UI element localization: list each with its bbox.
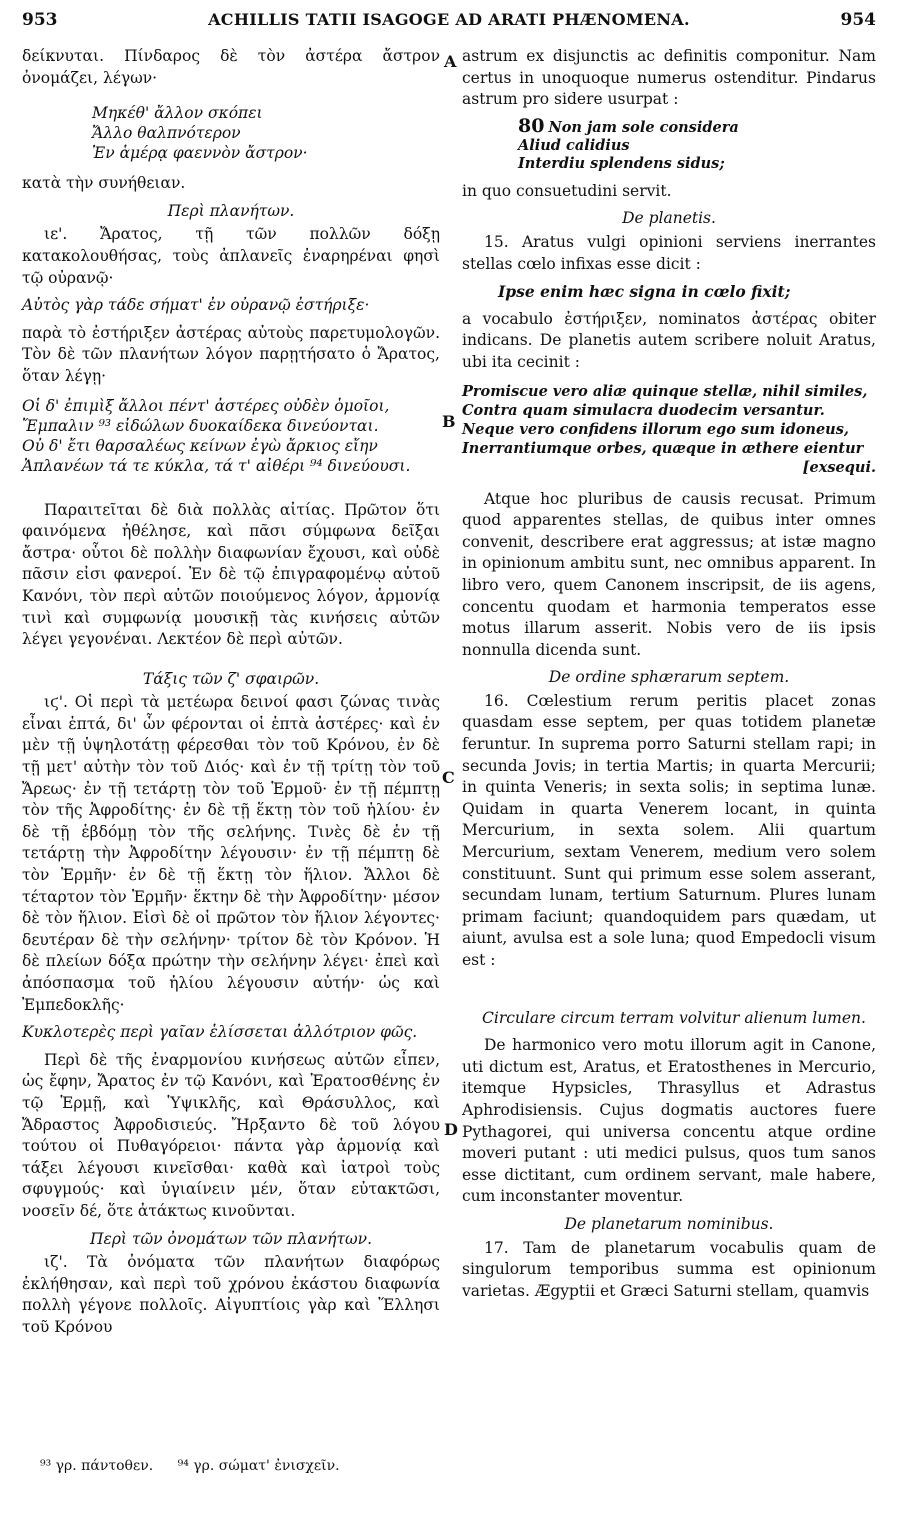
verse-line: Ἀπλανέων τά τε κύκλα, τά τ' αἰθέρι ⁹⁴ δινεύουσι.: [22, 456, 411, 475]
quoted-line: Κυκλοτερὲς περὶ γαῖαν ἑλίσσεται ἀλλότριον φῶς.: [22, 1023, 418, 1042]
latin-paragraph: De harmonico vero motu illorum agit in Canone, uti dictum est, Aratus, et Eratosthenes in Mercurio, itemque Hypsicles, Thrasyllus et Adrastus Aphrodisiensis. Cujus dogmatis auctores fuere Pythagorei, qui universa concentu atque ordine moveri putant : uti medici pulsus, quos tum sanos esse dictitant, cum ordinem servant, male habere, cum inconstanter moventur.: [462, 1036, 876, 1206]
section-heading: De planetarum nominibus.: [564, 1214, 774, 1233]
greek-column: [22, 46, 440, 1339]
footnote: ⁹⁴ γρ. σώματ' ἐνισχεῖν.: [177, 1458, 340, 1474]
greek-verse: [22, 396, 440, 476]
latin-verse: [462, 114, 876, 173]
verse-line: Inerrantiumque orbes, quæque in æthere eientur: [462, 439, 864, 457]
latin-paragraph: 16. Cœlestium rerum peritis placet zonas quasdam esse septem, per quas totidem planetæ feruntur. In suprema porro Saturni stellam rapi; in secunda Jovis; in tertia Martis; in quarta Mercurii; in quinta Veneris; in sexta solis; in septima lunæ. Quidam in quarta Venerem locant, in quinta Mercurium, in sexta solem. Alii quartum Mercurium, sextam Venerem, medium vero solem constituunt. Sunt qui primum esse solem asserant, secundam lunam, tertium Saturnum. Plures lunam primam faciunt; quandoquidem pars quædam, ut aiunt, avulsa est a sole luna; quod Empedocli visum est :: [462, 691, 876, 969]
section-heading: Περὶ πλανήτων.: [167, 201, 295, 220]
verse-line: [exsequi.: [802, 458, 876, 476]
section-heading: De ordine sphærarum septem.: [548, 668, 790, 687]
margin-mark-b: B: [442, 412, 456, 431]
greek-paragraph: δείκνυται. Πίνδαρος δὲ τὸν ἀστέρα ἄστρον ὀνομάζει, λέγων·: [22, 47, 440, 87]
latin-paragraph: 15. Aratus vulgi opinioni serviens inerrantes stellas cœlo infixas esse dicit :: [462, 232, 876, 273]
verse-line: Ἔμπαλιν ⁹³ εἰδώλων δυοκαίδεκα δινεύονται.: [22, 416, 379, 435]
latin-paragraph: 17. Tam de planetarum vocabulis quam de singulorum temporibus summa est opinionum varietas. Ægyptii et Græci Saturni stellam, quamvis: [462, 1238, 876, 1300]
latin-paragraph: in quo consuetudini servit.: [462, 181, 672, 200]
latin-paragraph: Atque hoc pluribus de causis recusat. Primum quod apparentes stellas, de quibus inter omnes convenit, describere erat aggressus; at istæ magno in opinionum ambitu sunt, nec omnibus apparent. In libro vero, quem Canonem inscripsit, de iis agens, concentu quodam et harmonia temperatos esse motus illarum asserit. Nobis vero de iis ipsis nonnulla dicenda sunt.: [462, 489, 876, 659]
latin-column: [462, 46, 876, 1302]
verse-line: Ἄλλο θαλπνότερον: [92, 124, 241, 143]
verse-line: Μηκέθ' ἄλλον σκόπει: [92, 104, 263, 123]
quoted-line: Ipse enim hæc signa in cœlo fixit;: [498, 282, 791, 302]
quoted-line: Circulare circum terram volvitur alienum lumen.: [482, 1008, 866, 1027]
verse-line: Οἱ δ' ἐπιμὶξ ἄλλοι πέντ' ἀστέρες οὐδὲν ὁμοῖοι,: [22, 396, 390, 415]
greek-paragraph: Περὶ δὲ τῆς ἐναρμονίου κινήσεως αὐτῶν εἶπεν, ὡς ἔφην, Ἄρατος ἐν τῷ Κανόνι, καὶ Ἐρατοσθένης ἐν τῷ Ἑρμῇ, καὶ Ὑψικλῆς, καὶ Θράσυλλος, καὶ Ἄδραστος Ἀφροδισιεύς. Ἤρξαντο δὲ τοῦ λόγου τούτου οἱ Πυθαγόρειοι· πάντα γὰρ ἁρμονίᾳ καὶ τάξει λέγουσι κινεῖσθαι· καθὰ καὶ ἰατροὶ τοὺς σφυγμούς· καὶ ὑγιαίνειν μέν, ὅταν εὐτακτῶσι, νοσεῖν δέ, ὅτε ἀτάκτως κινοῦνται.: [22, 1050, 440, 1220]
verse-line: Interdiu splendens sidus;: [518, 154, 725, 172]
greek-paragraph: ιε'. Ἄρατος, τῇ τῶν πολλῶν δόξῃ κατακολουθήσας, τοὺς ἀπλανεῖς ἐναρηρέναι φησὶ τῷ οὐρανῷ·: [22, 225, 440, 287]
margin-mark-d: D: [444, 1120, 458, 1139]
running-title: ACHILLIS TATII ISAGOGE AD ARATI PHÆNOMENA.: [208, 10, 690, 29]
latin-verse: [462, 382, 876, 477]
verse-line: Οὐ δ' ἔτι θαρσαλέως κείνων ἐγὼ ἄρκιος εἴην: [22, 436, 378, 455]
greek-paragraph: παρὰ τὸ ἐστήριξεν ἀστέρας αὐτοὺς παρετυμολογῶν. Τὸν δὲ τῶν πλανήτων λόγον παρῃτήσατο ὁ Ἄρατος, ὅταν λέγῃ·: [22, 323, 440, 385]
verse-line: Ἐν ἁμέρᾳ φαεννὸν ἄστρον·: [92, 144, 308, 163]
section-heading: Τάξις τῶν ζ' σφαιρῶν.: [142, 669, 320, 688]
section-heading: De planetis.: [622, 209, 716, 228]
verse-line: Neque vero confidens illorum ego sum idoneus,: [462, 420, 849, 438]
greek-paragraph: ιϛ'. Οἱ περὶ τὰ μετέωρα δεινοί φασι ζώνας τινὰς εἶναι ἑπτά, δι' ὧν φέρονται οἱ ἑπτὰ ἀστέρες· καὶ ἐν μὲν τῇ ὑψηλοτάτῃ φέρεσθαι τὸν τοῦ Κρόνου, ἐν δὲ τῇ μετ' αὐτὴν τὸν τοῦ Διός· καὶ ἐν τῇ τρίτῃ τὸν τοῦ Ἄρεως· ἐν τῇ τετάρτῃ τὸν τοῦ Ἑρμοῦ· ἐν τῇ πέμπτῃ τὸν τῆς Ἀφροδίτης· ἐν δὲ τῇ ἕκτῃ τὸν τοῦ ἡλίου· ἐν δὲ τῇ ἑβδόμῃ τὸν τῆς σελήνης. Τινὲς δὲ ἐν τῇ τετάρτῃ τὴν Ἀφροδίτην λέγουσιν· ἐν τῇ πέμπτῃ δὲ τὸν Ἑρμῆν· ἐν δὲ τῇ ἕκτῃ τὸν ἥλιον. Ἄλλοι δὲ τέταρτον τὸν Ἑρμῆν· ἕκτην δὲ τὴν Ἀφροδίτην· μέσον δὲ τὸν ἥλιον. Εἰσὶ δὲ οἱ πρῶτον τὸν ἥλιον λέγοντες· δευτέραν δὲ τὴν σελήνην· τρίτον δὲ τὸν Κρόνον. Ἡ δὲ πλείων δόξα πρώτην τὴν σελήνην λέγει· ἐπεὶ καὶ ἀπόσπασμα τοῦ ἡλίου λέγουσιν αὐτήν· ὡς καὶ Ἐμπεδοκλῆς·: [22, 693, 440, 1014]
footnotes: [40, 1458, 360, 1474]
greek-verse: [22, 103, 440, 163]
margin-mark-c: C: [442, 768, 455, 787]
quoted-line: Αὐτὸς γὰρ τάδε σήματ' ἐν οὐρανῷ ἐστήριξε·: [22, 296, 370, 315]
verse-line: Contra quam simulacra duodecim versantur.: [462, 401, 825, 419]
page-number-left: 953: [22, 10, 58, 30]
margin-mark-a: A: [444, 52, 457, 71]
verse-line: Aliud calidius: [518, 136, 630, 154]
greek-paragraph: κατὰ τὴν συνήθειαν.: [22, 174, 186, 193]
verse-line: 80 Non jam sole considera: [518, 114, 739, 137]
section-heading: Περὶ τῶν ὀνομάτων τῶν πλανήτων.: [89, 1229, 373, 1248]
line-number: 80: [518, 114, 545, 137]
page-number-right: 954: [840, 10, 876, 30]
latin-paragraph: astrum ex disjunctis ac definitis componitur. Nam certus in unoquoque numerus ostenditur. Pindarus astrum pro sidere usurpat :: [462, 47, 876, 109]
greek-paragraph: ιζ'. Τὰ ὀνόματα τῶν πλανήτων διαφόρως ἐκλήθησαν, καὶ περὶ τοῦ χρόνου ἑκάστου διαφωνία πολλὴ γέγονε πολλοῖς. Αἰγυπτίοις γὰρ καὶ Ἕλλησι τοῦ Κρόνου: [22, 1253, 440, 1336]
greek-paragraph: Παραιτεῖται δὲ διὰ πολλὰς αἰτίας. Πρῶτον ὅτι φαινόμενα ἠθέλησε, καὶ πᾶσι σύμφωνα δεῖξαι ἄστρα· οὗτοι δὲ πολλὴν διαφωνίαν ἔχουσι, καὶ οὐδὲ πᾶσιν εἰσι φανεροί. Ἐν δὲ τῷ ἐπιγραφομένῳ αὐτοῦ Κανόνι, τὸν περὶ αὐτῶν ποιούμενος λόγον, ἁρμονίᾳ τινὶ καὶ συμφωνίᾳ μουσικῇ τὰς κινήσεις αὐτῶν λέγει γεγονέναι. Λεκτέον δὲ περὶ αὐτῶν.: [22, 500, 440, 649]
footnote: ⁹³ γρ. πάντοθεν.: [40, 1458, 154, 1474]
latin-paragraph: a vocabulo ἐστήριξεν, nominatos ἀστέρας obiter indicans. De planetis autem scribere noluit Aratus, ubi ita cecinit :: [462, 309, 876, 371]
verse-line: Promiscue vero aliæ quinque stellæ, nihil similes,: [462, 382, 868, 400]
